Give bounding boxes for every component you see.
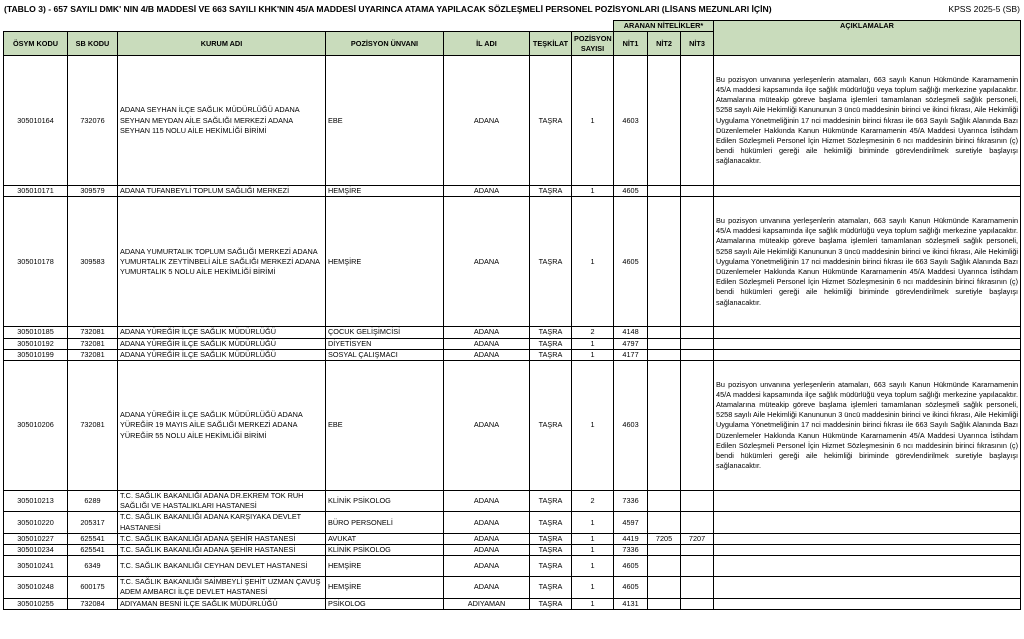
cell-teskilat: TAŞRA — [530, 512, 572, 533]
cell-nit1: 4605 — [614, 186, 648, 197]
cell-osym-kodu: 305010192 — [4, 338, 68, 349]
cell-nit2 — [648, 338, 681, 349]
header-nit2: NİT2 — [648, 32, 681, 56]
header-aranan-nitelikler: ARANAN NİTELİKLER* — [614, 21, 714, 32]
table-row — [4, 197, 1021, 327]
table-row — [4, 577, 1021, 598]
cell-nit3 — [681, 577, 714, 598]
table-row — [4, 533, 1021, 544]
cell-nit3 — [681, 491, 714, 512]
cell-il-adi: ADANA — [444, 186, 530, 197]
cell-il-adi: ADANA — [444, 491, 530, 512]
cell-pozisyon-unvani: HEMŞİRE — [326, 197, 444, 327]
cell-pozisyon-unvani: DİYETİSYEN — [326, 338, 444, 349]
cell-il-adi: ADANA — [444, 56, 530, 186]
cell-nit2 — [648, 186, 681, 197]
cell-kurum-adi: ADIYAMAN BESNİ İLÇE SAĞLIK MÜDÜRLÜĞÜ — [118, 598, 326, 609]
cell-sb-kodu: 600175 — [68, 577, 118, 598]
cell-sb-kodu: 6289 — [68, 491, 118, 512]
cell-nit1: 4605 — [614, 556, 648, 577]
cell-aciklama: Bu pozisyon unvanına yerleşenlerin atamaları, 663 sayılı Kanun Hükmünde Kararnamenin 45/A maddesi kapsamında ilçe sağlık müdürlüğü veya toplum sağlığı merkezine yapılacaktır. Atamalarına müteakip göreve başlama işlemleri tamamlanan sözleşmeli sağlık personeli, 5258 sayılı Aile Hekimliği Kanununun 3 üncü maddesinin birinci ve ikinci fıkrası, Aile Hekimliği Uygulama Yönetmeliğinin 17 nci maddesinin birinci fıkrası ile 663 Sayılı Sağlık Alanında Bazı Düzenlemeler Hakkında Kanun Hükmünde Kararnamenin 45/A Maddesi Uyarınca İstihdam Edilen Sözleşmeli Personel İçin Hizmet Sözleşmesinin 6 ncı maddesinin birinci fıkrasının (ç) bendi hükümleri gereği aile hekimliği biriminde görevlendirilmek suretiyle başlayışı sağlanacaktır. — [714, 56, 1021, 186]
title-bar — [4, 4, 1020, 18]
cell-teskilat: TAŞRA — [530, 361, 572, 491]
cell-sb-kodu: 732084 — [68, 598, 118, 609]
cell-nit2 — [648, 349, 681, 360]
cell-pozisyon-unvani: HEMŞİRE — [326, 186, 444, 197]
cell-nit2 — [648, 556, 681, 577]
cell-pozisyon-unvani: KLİNİK PSİKOLOG — [326, 491, 444, 512]
cell-pozisyon-unvani: ÇOCUK GELİŞİMCİSİ — [326, 327, 444, 338]
cell-sb-kodu: 732076 — [68, 56, 118, 186]
header-spacer — [4, 21, 614, 32]
cell-teskilat: TAŞRA — [530, 545, 572, 556]
cell-osym-kodu: 305010171 — [4, 186, 68, 197]
cell-nit2 — [648, 361, 681, 491]
cell-kurum-adi: T.C. SAĞLIK BAKANLIĞI ADANA ŞEHİR HASTANESİ — [118, 533, 326, 544]
cell-il-adi: ADIYAMAN — [444, 598, 530, 609]
cell-il-adi: ADANA — [444, 512, 530, 533]
cell-il-adi: ADANA — [444, 556, 530, 577]
cell-nit3 — [681, 56, 714, 186]
table-row — [4, 349, 1021, 360]
header-pozisyon-sayisi: POZİSYON SAYISI — [572, 32, 614, 56]
header-teskilat: TEŞKİLAT — [530, 32, 572, 56]
cell-nit2 — [648, 545, 681, 556]
cell-osym-kodu: 305010206 — [4, 361, 68, 491]
table-row — [4, 491, 1021, 512]
cell-teskilat: TAŞRA — [530, 186, 572, 197]
cell-pozisyon-sayisi: 1 — [572, 512, 614, 533]
header-il-adi: İL ADI — [444, 32, 530, 56]
header-osym-kodu: ÖSYM KODU — [4, 32, 68, 56]
cell-pozisyon-sayisi: 1 — [572, 577, 614, 598]
table-row — [4, 361, 1021, 491]
cell-il-adi: ADANA — [444, 197, 530, 327]
cell-nit2 — [648, 491, 681, 512]
cell-nit2 — [648, 56, 681, 186]
cell-nit1: 4797 — [614, 338, 648, 349]
cell-sb-kodu: 6349 — [68, 556, 118, 577]
cell-teskilat: TAŞRA — [530, 349, 572, 360]
cell-nit1: 4148 — [614, 327, 648, 338]
cell-teskilat: TAŞRA — [530, 577, 572, 598]
cell-pozisyon-sayisi: 1 — [572, 197, 614, 327]
cell-pozisyon-sayisi: 2 — [572, 491, 614, 512]
cell-teskilat: TAŞRA — [530, 556, 572, 577]
cell-pozisyon-sayisi: 1 — [572, 556, 614, 577]
header-nit3: NİT3 — [681, 32, 714, 56]
cell-nit3 — [681, 361, 714, 491]
cell-osym-kodu: 305010248 — [4, 577, 68, 598]
cell-kurum-adi: ADANA YÜREĞİR İLÇE SAĞLIK MÜDÜRLÜĞÜ ADANA YÜREĞİR 19 MAYIS AİLE SAĞLIĞI MERKEZİ ADANA YÜREĞİR 55 NOLU AİLE HEKİMLİĞİ BİRİMİ — [118, 361, 326, 491]
cell-pozisyon-sayisi: 1 — [572, 361, 614, 491]
cell-pozisyon-unvani: KLİNİK PSİKOLOG — [326, 545, 444, 556]
cell-kurum-adi: ADANA TUFANBEYLİ TOPLUM SAĞLIĞI MERKEZİ — [118, 186, 326, 197]
cell-aciklama — [714, 349, 1021, 360]
cell-teskilat: TAŞRA — [530, 197, 572, 327]
cell-kurum-adi: ADANA YÜREĞİR İLÇE SAĞLIK MÜDÜRLÜĞÜ — [118, 349, 326, 360]
cell-osym-kodu: 305010227 — [4, 533, 68, 544]
cell-pozisyon-unvani: PSİKOLOG — [326, 598, 444, 609]
cell-nit2 — [648, 512, 681, 533]
cell-pozisyon-sayisi: 1 — [572, 545, 614, 556]
cell-nit2 — [648, 577, 681, 598]
cell-teskilat: TAŞRA — [530, 338, 572, 349]
cell-nit1: 4597 — [614, 512, 648, 533]
cell-pozisyon-sayisi: 1 — [572, 56, 614, 186]
cell-il-adi: ADANA — [444, 361, 530, 491]
cell-nit2 — [648, 327, 681, 338]
cell-pozisyon-sayisi: 1 — [572, 598, 614, 609]
cell-osym-kodu: 305010199 — [4, 349, 68, 360]
cell-osym-kodu: 305010213 — [4, 491, 68, 512]
cell-osym-kodu: 305010234 — [4, 545, 68, 556]
cell-nit1: 4603 — [614, 56, 648, 186]
cell-pozisyon-sayisi: 1 — [572, 533, 614, 544]
table-row — [4, 556, 1021, 577]
cell-nit3 — [681, 349, 714, 360]
cell-nit3 — [681, 556, 714, 577]
cell-kurum-adi: T.C. SAĞLIK BAKANLIĞI ADANA ŞEHİR HASTANESİ — [118, 545, 326, 556]
table-title: (TABLO 3) - 657 SAYILI DMK' NIN 4/B MADDESİ VE 663 SAYILI KHK'NIN 45/A MADDESİ UYARINCA ATAMA YAPILACAK SÖZLEŞMELİ PERSONEL POZİSYONLARI (LİSANS MEZUNLARI İÇİN) — [4, 4, 772, 14]
cell-pozisyon-sayisi: 1 — [572, 349, 614, 360]
cell-aciklama — [714, 577, 1021, 598]
cell-teskilat: TAŞRA — [530, 533, 572, 544]
cell-nit3 — [681, 186, 714, 197]
cell-nit3: 7207 — [681, 533, 714, 544]
cell-osym-kodu: 305010241 — [4, 556, 68, 577]
cell-aciklama — [714, 545, 1021, 556]
cell-pozisyon-unvani: EBE — [326, 361, 444, 491]
cell-aciklama — [714, 533, 1021, 544]
cell-osym-kodu: 305010255 — [4, 598, 68, 609]
cell-pozisyon-sayisi: 1 — [572, 338, 614, 349]
cell-sb-kodu: 625541 — [68, 545, 118, 556]
cell-nit1: 4419 — [614, 533, 648, 544]
cell-aciklama: Bu pozisyon unvanına yerleşenlerin atamaları, 663 sayılı Kanun Hükmünde Kararnamenin 45/A maddesi kapsamında ilçe sağlık müdürlüğü veya toplum sağlığı merkezine yapılacaktır. Atamalarına müteakip göreve başlama işlemleri tamamlanan sözleşmeli sağlık personeli, 5258 sayılı Aile Hekimliği Kanununun 3 üncü maddesinin birinci ve ikinci fıkrası, Aile Hekimliği Uygulama Yönetmeliğinin 17 nci maddesinin birinci fıkrası ile 663 Sayılı Sağlık Alanında Bazı Düzenlemeler Hakkında Kanun Hükmünde Kararnamenin 45/A Maddesi Uyarınca İstihdam Edilen Sözleşmeli Personel İçin Hizmet Sözleşmesinin 6 ncı maddesinin birinci fıkrasının (ç) bendi hükümleri gereği aile hekimliği biriminde görevlendirilmek suretiyle başlayışı sağlanacaktır. — [714, 361, 1021, 491]
cell-aciklama: Bu pozisyon unvanına yerleşenlerin atamaları, 663 sayılı Kanun Hükmünde Kararnamenin 45/A maddesi kapsamında ilçe sağlık müdürlüğü veya toplum sağlığı merkezine yapılacaktır. Atamalarına müteakip göreve başlama işlemleri tamamlanan sözleşmeli sağlık personeli, 5258 sayılı Aile Hekimliği Kanununun 3 üncü maddesinin birinci ve ikinci fıkrası, Aile Hekimliği Uygulama Yönetmeliğinin 17 nci maddesinin birinci fıkrası ile 663 Sayılı Sağlık Alanında Bazı Düzenlemeler Hakkında Kanun Hükmünde Kararnamenin 45/A Maddesi Uyarınca İstihdam Edilen Sözleşmeli Personel İçin Hizmet Sözleşmesinin 6 ncı maddesinin birinci fıkrasının (ç) bendi hükümleri gereği aile hekimliği biriminde görevlendirilmek suretiyle başlayışı sağlanacaktır. — [714, 197, 1021, 327]
cell-pozisyon-unvani: HEMŞİRE — [326, 577, 444, 598]
cell-nit1: 4177 — [614, 349, 648, 360]
cell-aciklama — [714, 491, 1021, 512]
cell-il-adi: ADANA — [444, 338, 530, 349]
cell-pozisyon-unvani: SOSYAL ÇALIŞMACI — [326, 349, 444, 360]
cell-osym-kodu: 305010220 — [4, 512, 68, 533]
cell-sb-kodu: 732081 — [68, 361, 118, 491]
cell-il-adi: ADANA — [444, 533, 530, 544]
cell-kurum-adi: T.C. SAĞLIK BAKANLIĞI ADANA KARŞIYAKA DEVLET HASTANESİ — [118, 512, 326, 533]
cell-sb-kodu: 205317 — [68, 512, 118, 533]
cell-sb-kodu: 309579 — [68, 186, 118, 197]
table-row — [4, 186, 1021, 197]
header-sb-kodu: SB KODU — [68, 32, 118, 56]
cell-sb-kodu: 732081 — [68, 338, 118, 349]
cell-pozisyon-unvani: AVUKAT — [326, 533, 444, 544]
table-row — [4, 56, 1021, 186]
cell-nit3 — [681, 545, 714, 556]
cell-kurum-adi: ADANA YÜREĞİR İLÇE SAĞLIK MÜDÜRLÜĞÜ — [118, 327, 326, 338]
table-row — [4, 512, 1021, 533]
cell-nit3 — [681, 327, 714, 338]
cell-nit2 — [648, 598, 681, 609]
exam-period: KPSS 2025-5 (SB) — [948, 4, 1020, 14]
header-kurum-adi: KURUM ADI — [118, 32, 326, 56]
cell-pozisyon-unvani: BÜRO PERSONELİ — [326, 512, 444, 533]
cell-aciklama — [714, 598, 1021, 609]
cell-aciklama — [714, 338, 1021, 349]
cell-sb-kodu: 732081 — [68, 349, 118, 360]
cell-aciklama — [714, 512, 1021, 533]
cell-osym-kodu: 305010164 — [4, 56, 68, 186]
table-body — [4, 56, 1021, 610]
table-row — [4, 338, 1021, 349]
cell-osym-kodu: 305010178 — [4, 197, 68, 327]
cell-aciklama — [714, 186, 1021, 197]
table-row — [4, 327, 1021, 338]
cell-pozisyon-sayisi: 2 — [572, 327, 614, 338]
table-row — [4, 545, 1021, 556]
cell-teskilat: TAŞRA — [530, 491, 572, 512]
cell-teskilat: TAŞRA — [530, 598, 572, 609]
cell-teskilat: TAŞRA — [530, 56, 572, 186]
cell-kurum-adi: ADANA SEYHAN İLÇE SAĞLIK MÜDÜRLÜĞÜ ADANA SEYHAN MEYDAN AİLE SAĞLIĞI MERKEZİ ADANA SEYHAN 115 NOLU AİLE HEKİMLİĞİ BİRİMİ — [118, 56, 326, 186]
cell-nit1: 7336 — [614, 491, 648, 512]
cell-kurum-adi: T.C. SAĞLIK BAKANLIĞI ADANA DR.EKREM TOK RUH SAĞLIĞI VE HASTALIKLARI HASTANESİ — [118, 491, 326, 512]
cell-pozisyon-unvani: HEMŞİRE — [326, 556, 444, 577]
header-aciklamalar: AÇIKLAMALAR — [714, 21, 1021, 56]
cell-sb-kodu: 625541 — [68, 533, 118, 544]
cell-kurum-adi: ADANA YÜREĞİR İLÇE SAĞLIK MÜDÜRLÜĞÜ — [118, 338, 326, 349]
cell-osym-kodu: 305010185 — [4, 327, 68, 338]
cell-nit3 — [681, 512, 714, 533]
header-pozisyon-unvani: POZİSYON ÜNVANI — [326, 32, 444, 56]
cell-nit1: 4605 — [614, 577, 648, 598]
cell-il-adi: ADANA — [444, 327, 530, 338]
cell-aciklama — [714, 327, 1021, 338]
cell-kurum-adi: T.C. SAĞLIK BAKANLIĞI SAİMBEYLİ ŞEHİT UZMAN ÇAVUŞ ADEM AMBARCI İLÇE DEVLET HASTANESİ — [118, 577, 326, 598]
positions-table — [3, 20, 1021, 610]
cell-il-adi: ADANA — [444, 349, 530, 360]
header-nit1: NİT1 — [614, 32, 648, 56]
cell-nit1: 4131 — [614, 598, 648, 609]
cell-teskilat: TAŞRA — [530, 327, 572, 338]
cell-nit1: 4605 — [614, 197, 648, 327]
cell-nit2: 7205 — [648, 533, 681, 544]
cell-nit2 — [648, 197, 681, 327]
cell-aciklama — [714, 556, 1021, 577]
cell-pozisyon-sayisi: 1 — [572, 186, 614, 197]
cell-il-adi: ADANA — [444, 577, 530, 598]
cell-nit1: 7336 — [614, 545, 648, 556]
cell-il-adi: ADANA — [444, 545, 530, 556]
cell-pozisyon-unvani: EBE — [326, 56, 444, 186]
cell-nit3 — [681, 598, 714, 609]
cell-sb-kodu: 309583 — [68, 197, 118, 327]
cell-kurum-adi: ADANA YUMURTALIK TOPLUM SAĞLIĞI MERKEZİ ADANA YUMURTALIK ZEYTİNBELİ AİLE SAĞLIĞI MERKEZİ ADANA YUMURTALIK 5 NOLU AİLE HEKİMLİĞİ BİRİMİ — [118, 197, 326, 327]
cell-nit3 — [681, 338, 714, 349]
cell-sb-kodu: 732081 — [68, 327, 118, 338]
table-row — [4, 598, 1021, 609]
cell-nit3 — [681, 197, 714, 327]
cell-kurum-adi: T.C. SAĞLIK BAKANLIĞI CEYHAN DEVLET HASTANESİ — [118, 556, 326, 577]
cell-nit1: 4603 — [614, 361, 648, 491]
